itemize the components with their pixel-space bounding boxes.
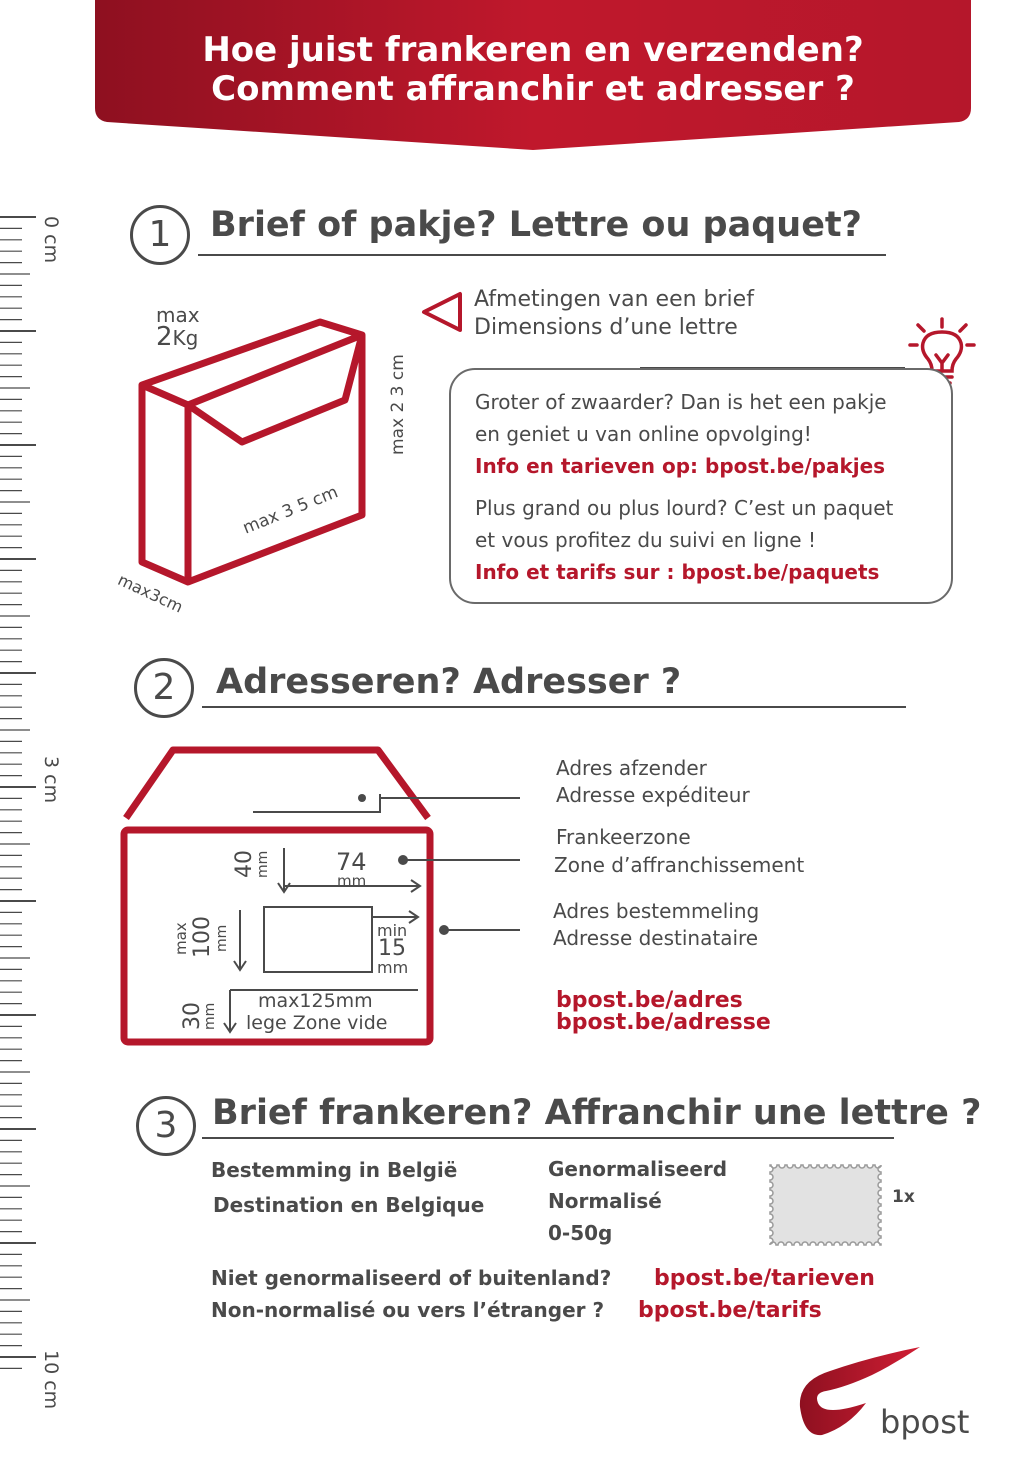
dim-40-label: 40 xyxy=(232,850,257,878)
stamp-count: 1x xyxy=(892,1187,915,1207)
address-link-fr[interactable]: bpost.be/adresse xyxy=(556,1010,771,1035)
ruler-label-0: 0 cm xyxy=(40,216,62,264)
recipient-label-nl: Adres bestemmeling xyxy=(553,899,760,923)
info-nl-line2: en geniet u van online opvolging! xyxy=(475,422,812,446)
dim-100-label: 100 xyxy=(190,916,215,958)
normalized-label-nl: Genormaliseerd xyxy=(548,1157,728,1181)
dim-max-label: max xyxy=(172,922,190,955)
tariff-link-nl[interactable]: bpost.be/tarieven xyxy=(654,1266,875,1291)
nonnormal-label-fr: Non-normalisé ou vers l’étranger ? xyxy=(211,1298,605,1322)
franking-label-nl: Frankeerzone xyxy=(556,825,691,849)
nonnormal-label-nl: Niet genormaliseerd of buitenland? xyxy=(211,1266,612,1290)
header-title-fr: Comment affranchir et adresser ? xyxy=(211,69,855,109)
info-nl-link[interactable]: Info en tarieven op: bpost.be/pakjes xyxy=(475,454,886,478)
info-fr-line2: et vous profitez du suivi en ligne ! xyxy=(475,528,816,552)
ruler xyxy=(0,200,62,1410)
parcel-weight-unit: Kg xyxy=(172,326,199,350)
recipient-label-fr: Adresse destinataire xyxy=(553,926,759,950)
weight-label: 0-50g xyxy=(548,1221,613,1245)
info-box xyxy=(449,368,953,604)
info-nl-line1: Groter of zwaarder? Dan is het een pakje xyxy=(475,390,887,414)
parcel-height-label: max 2 3 cm xyxy=(388,354,408,455)
franking-label-fr: Zone d’affranchissement xyxy=(554,853,805,877)
bpost-logo-text: bpost xyxy=(880,1403,970,1441)
destination-label-fr: Destination en Belgique xyxy=(213,1193,485,1217)
parcel-weight-number: 2 xyxy=(156,322,173,352)
parcel-length-label: max 3 5 cm xyxy=(240,482,341,539)
section1-title: Brief of pakje? Lettre ou paquet? xyxy=(210,205,862,245)
sender-label-nl: Adres afzender xyxy=(556,756,707,780)
sender-label-fr: Adresse expéditeur xyxy=(556,783,750,807)
letter-dimensions-nl: Afmetingen van een brief xyxy=(474,287,754,312)
parcel-weight-value xyxy=(156,322,198,352)
empty-zone-label: lege Zone vide xyxy=(246,1012,388,1034)
dim-min-label: min xyxy=(377,921,408,940)
parcel-weight-label: max xyxy=(156,303,200,327)
dim-100-unit: mm xyxy=(214,924,230,952)
dim-74-label: 74 xyxy=(336,848,367,876)
section3-number: 3 xyxy=(136,1096,196,1156)
triangle-pointer-icon xyxy=(420,290,466,336)
section2-number: 2 xyxy=(134,658,194,718)
dim-30-label: 30 xyxy=(180,1002,205,1030)
section1-underline xyxy=(198,254,886,256)
dim-40-unit: mm xyxy=(255,850,271,878)
section2-underline xyxy=(202,706,906,708)
dim-125-label: max125mm xyxy=(258,990,373,1012)
parcel-depth-label: max3cm xyxy=(114,570,186,617)
section2-title: Adresseren? Adresser ? xyxy=(216,662,682,702)
section3-title: Brief frankeren? Affranchir une lettre ? xyxy=(212,1093,982,1133)
header-title-nl: Hoe juist frankeren en verzenden? xyxy=(202,30,864,70)
tariff-link-fr[interactable]: bpost.be/tarifs xyxy=(638,1298,822,1323)
info-fr-line1: Plus grand ou plus lourd? C’est un paquet xyxy=(475,496,894,520)
section1-number: 1 xyxy=(130,205,190,265)
stamp-icon xyxy=(765,1160,886,1250)
normalized-label-fr: Normalisé xyxy=(548,1189,662,1213)
dim-74-unit: mm xyxy=(337,872,367,890)
letter-dimensions-fr: Dimensions d’une lettre xyxy=(474,315,738,340)
dim-15-label: 15 xyxy=(378,936,406,961)
header-banner xyxy=(95,0,971,152)
destination-label-nl: Bestemming in België xyxy=(211,1158,458,1182)
ruler-label-3: 3 cm xyxy=(40,756,62,804)
ruler-ticks xyxy=(0,200,40,1380)
address-link-nl[interactable]: bpost.be/adres xyxy=(556,988,743,1013)
ruler-label-10: 10 cm xyxy=(40,1350,62,1410)
section3-underline xyxy=(202,1137,894,1139)
info-fr-link[interactable]: Info et tarifs sur : bpost.be/paquets xyxy=(475,560,880,584)
dim-15-unit: mm xyxy=(377,958,409,977)
dim-30-unit: mm xyxy=(202,1002,218,1030)
